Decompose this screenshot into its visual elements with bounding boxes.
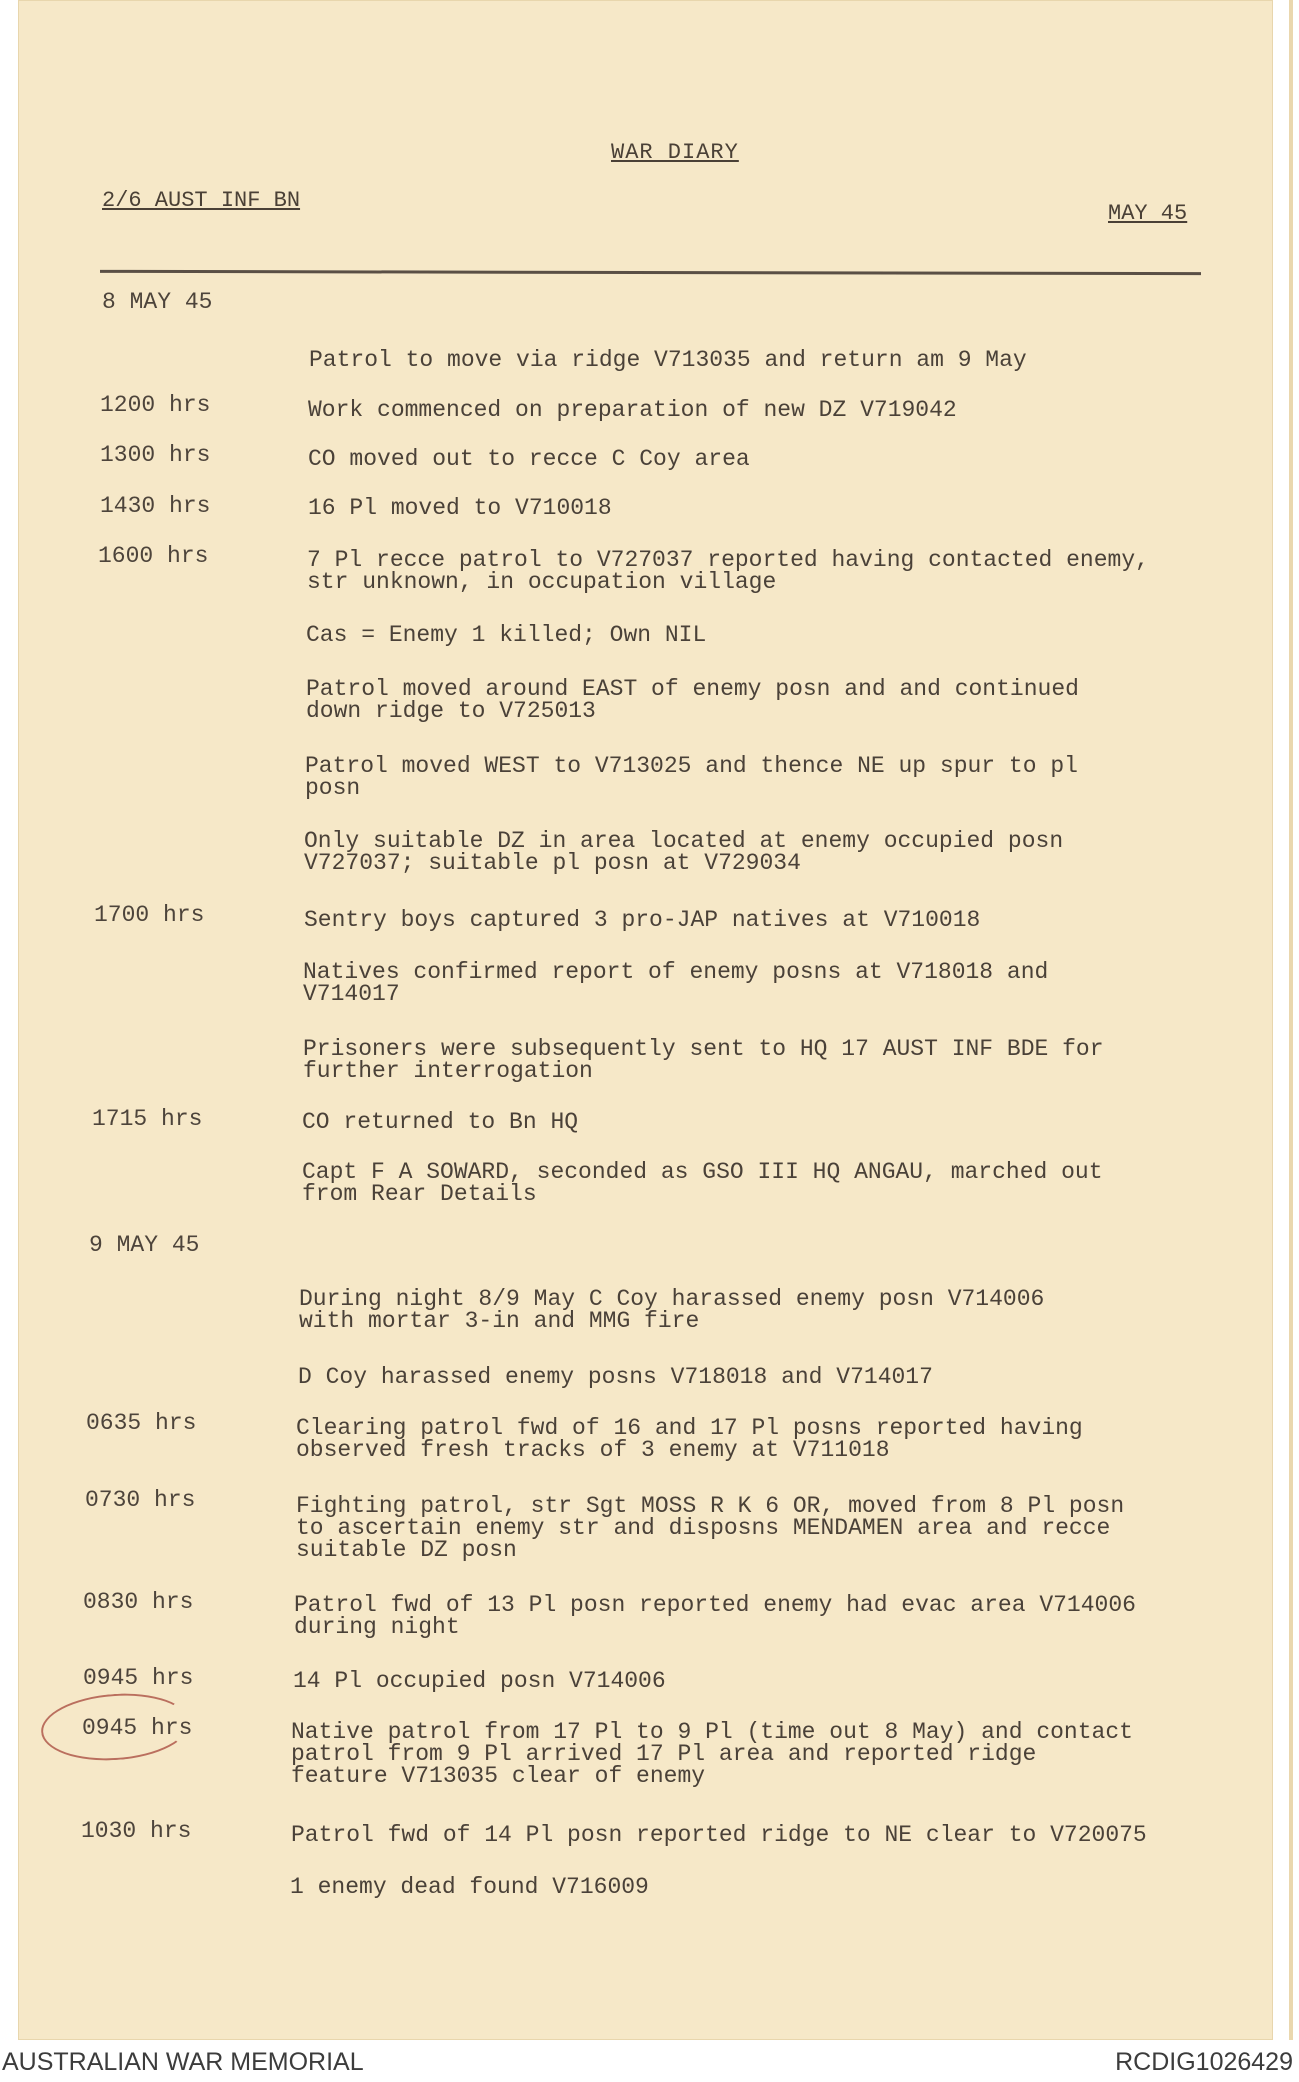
- entry-text: Native patrol from 17 Pl to 9 Pl (time out 8 May) and contact patrol from 9 Pl arrived 17 Pl area and reported ridge feature V713035 clear of enemy: [291, 1719, 1133, 1789]
- entry-time: 1430 hrs: [100, 493, 211, 519]
- entry-text: Fighting patrol, str Sgt MOSS R K 6 OR, moved from 8 Pl posn to ascertain enemy str and disposns MENDAMEN area and recce suitable DZ posn: [296, 1493, 1125, 1563]
- entry-text: Patrol fwd of 14 Pl posn reported ridge to NE clear to V720075: [291, 1822, 1147, 1848]
- page-edge: [1289, 0, 1293, 2040]
- entry-text: D Coy harassed enemy posns V718018 and V714017: [298, 1364, 933, 1390]
- entry-time: 0730 hrs: [85, 1487, 196, 1513]
- entry-text: Patrol to move via ridge V713035 and return am 9 May: [309, 347, 1027, 373]
- entry-text: Patrol moved WEST to V713025 and thence NE up spur to pl posn: [305, 753, 1078, 801]
- archive-credit: AUSTRALIAN WAR MEMORIAL: [2, 2048, 364, 2076]
- entry-text: 14 Pl occupied posn V714006: [293, 1668, 666, 1694]
- entry-text: Prisoners were subsequently sent to HQ 17 AUST INF BDE for further interrogation: [303, 1036, 1104, 1084]
- entry-text: Patrol moved around EAST of enemy posn and and continued down ridge to V725013: [306, 676, 1079, 724]
- unit-name: 2/6 AUST INF BN: [102, 188, 301, 213]
- entry-time: 1700 hrs: [94, 902, 205, 928]
- entry-time: 1300 hrs: [100, 442, 211, 468]
- entry-text: 16 Pl moved to V710018: [308, 495, 612, 521]
- archive-reference: RCDIG1026429: [1115, 2048, 1293, 2076]
- entry-text: Cas = Enemy 1 killed; Own NIL: [306, 622, 707, 648]
- entry-text: Sentry boys captured 3 pro-JAP natives at V710018: [304, 907, 981, 933]
- entry-text: 1 enemy dead found V716009: [290, 1874, 649, 1900]
- document-title: WAR DIARY: [611, 140, 739, 165]
- entry-text: CO moved out to recce C Coy area: [308, 446, 750, 472]
- entry-text: CO returned to Bn HQ: [302, 1109, 579, 1135]
- entry-text: Only suitable DZ in area located at enemy occupied posn V727037; suitable pl posn at V729034: [304, 828, 1064, 876]
- entry-time: 1715 hrs: [92, 1106, 203, 1132]
- entry-text: Clearing patrol fwd of 16 and 17 Pl posns reported having observed fresh tracks of 3 enemy at V711018: [296, 1415, 1083, 1463]
- entry-time: 0945 hrs: [82, 1715, 193, 1741]
- entry-time: 0830 hrs: [83, 1589, 194, 1615]
- entry-date: 8 MAY 45: [102, 289, 213, 315]
- entry-time: 1030 hrs: [81, 1818, 192, 1844]
- entry-date: 9 MAY 45: [89, 1232, 200, 1258]
- entry-text: 7 Pl recce patrol to V727037 reported having contacted enemy, str unknown, in occupation village: [307, 547, 1149, 595]
- entry-time: 0635 hrs: [86, 1410, 197, 1436]
- entry-time: 0945 hrs: [83, 1665, 194, 1691]
- entry-text: Natives confirmed report of enemy posns at V718018 and V714017: [303, 959, 1049, 1007]
- entry-text: During night 8/9 May C Coy harassed enemy posn V714006 with mortar 3-in and MMG fire: [299, 1286, 1045, 1334]
- entry-text: Work commenced on preparation of new DZ V719042: [308, 397, 957, 423]
- entry-time: 1600 hrs: [98, 543, 209, 569]
- entry-time: 1200 hrs: [100, 392, 211, 418]
- diary-month: MAY 45: [1108, 201, 1188, 226]
- entry-text: Patrol fwd of 13 Pl posn reported enemy had evac area V714006 during night: [294, 1592, 1136, 1640]
- entry-text: Capt F A SOWARD, seconded as GSO III HQ ANGAU, marched out from Rear Details: [302, 1159, 1103, 1207]
